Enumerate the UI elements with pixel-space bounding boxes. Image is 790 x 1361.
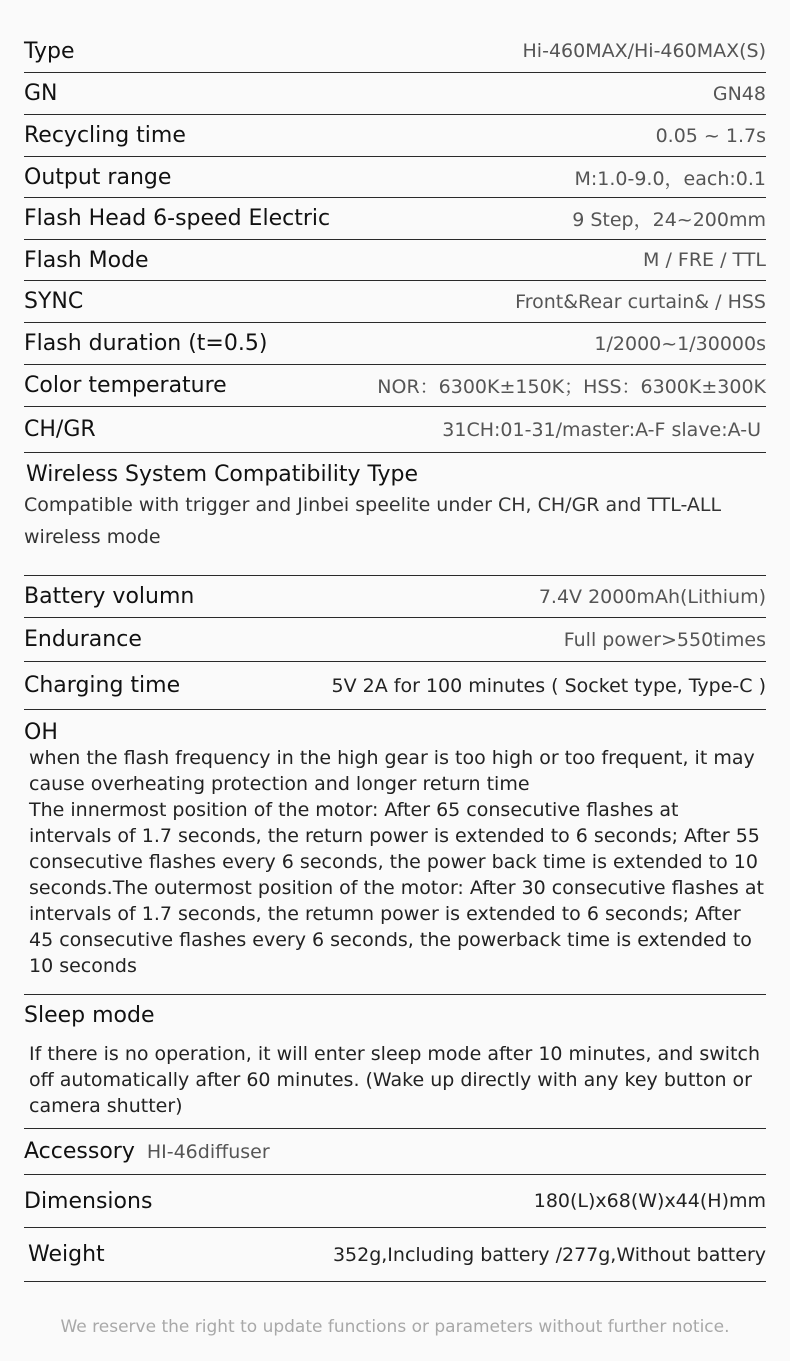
spec-block-sleep-mode <box>24 995 766 1129</box>
spec-value: HI-46diffuser <box>146 1140 270 1163</box>
spec-label: Wireless System Compatibility Type <box>26 462 418 487</box>
spec-label: Recycling time <box>24 123 186 148</box>
spec-paragraph: Compatible with trigger and Jinbei speelite under CH, CH/GR and TTL-ALL wireless mode <box>24 494 722 548</box>
spec-label: OH <box>24 720 58 745</box>
spec-value: 9 Step，24~200mm <box>572 209 766 231</box>
spec-label: Accessory <box>24 1139 135 1164</box>
spec-value: 1/2000~1/30000s <box>594 332 766 355</box>
spec-label: Output range <box>24 164 172 190</box>
spec-value: GN48 <box>712 82 766 105</box>
spec-value: Hi-460MAX/Hi-460MAX(S) <box>522 40 766 62</box>
spec-label: Endurance <box>24 627 142 652</box>
spec-row-flash-duration <box>24 323 766 365</box>
spec-value: M / FRE / TTL <box>643 249 766 271</box>
spec-row-ch-gr <box>24 407 766 453</box>
spec-row-flash-mode <box>24 240 766 281</box>
spec-label: Dimensions <box>24 1188 153 1214</box>
spec-value: M:1.0-9.0，each:0.1 <box>574 167 766 190</box>
spec-row-type <box>24 30 766 73</box>
spec-value: Front&Rear curtain& / HSS <box>515 290 766 313</box>
spec-block-oh <box>24 710 766 995</box>
spec-label: Charging time <box>24 673 181 698</box>
spec-label: Type <box>24 38 75 64</box>
disclaimer-footer: We reserve the right to update functions or parameters without further notice. <box>60 1317 730 1337</box>
spec-block-wireless <box>24 453 766 576</box>
spec-label: GN <box>24 81 58 106</box>
spec-paragraph: If there is no operation, it will enter sleep mode after 10 minutes, and switch off automatically after 60 minutes. (Wake up directly with any key button or camera shutter) <box>29 1043 760 1117</box>
spec-row-color-temperature <box>24 365 766 407</box>
spec-row-accessory <box>24 1129 766 1175</box>
spec-label: Weight <box>28 1242 105 1267</box>
spec-paragraph: when the flash frequency in the high gear is too high or too frequent, it may cause overheating protection and longer return time The innermost position of the motor: After 65 consecutive flashes at intervals of 1.7 seconds, the return power is extended to 6 seconds; After 55 consecutive flashes every 6 seconds, the power back time is extended to 10 seconds.The outermost position of the motor: After 30 consecutive flashes at intervals of 1.7 seconds, the retumn power is extended to 6 seconds; After 45 consecutive flashes every 6 seconds, the powerback time is extended to 10 seconds <box>29 747 764 977</box>
spec-value: 180(L)x68(W)x44(H)mm <box>533 1190 766 1212</box>
spec-label: Flash duration (t=0.5) <box>24 331 268 356</box>
spec-row-endurance <box>24 618 766 662</box>
spec-label: SYNC <box>24 289 84 314</box>
spec-label: Sleep mode <box>24 1003 155 1028</box>
spec-row-sync <box>24 281 766 323</box>
spec-row-charging-time <box>24 662 766 710</box>
spec-value: 31CH:01-31/master:A-F slave:A-U <box>442 418 761 441</box>
spec-row-weight <box>24 1228 766 1282</box>
spec-value: 352g,Including battery /277g,Without battery <box>332 1243 766 1266</box>
spec-label: Color temperature <box>24 373 227 398</box>
spec-row-dimensions <box>24 1175 766 1228</box>
spec-row-flash-head <box>24 198 766 240</box>
spec-row-recycling-time <box>24 115 766 157</box>
spec-value: Full power>550times <box>563 628 766 651</box>
spec-row-gn <box>24 73 766 115</box>
spec-row-output-range <box>24 157 766 198</box>
spec-label: Flash Head 6-speed Electric <box>24 206 331 231</box>
spec-value: 5V 2A for 100 minutes ( Socket type, Type-C ) <box>331 674 766 697</box>
spec-label: CH/GR <box>24 417 96 442</box>
spec-label: Flash Mode <box>24 247 149 273</box>
spec-label: Battery volumn <box>24 584 195 609</box>
spec-row-battery <box>24 576 766 618</box>
spec-value: NOR：6300K±150K；HSS：6300K±300K <box>377 376 766 398</box>
spec-value: 0.05 ~ 1.7s <box>655 124 766 147</box>
spec-value: 7.4V 2000mAh(Lithium) <box>538 585 766 608</box>
